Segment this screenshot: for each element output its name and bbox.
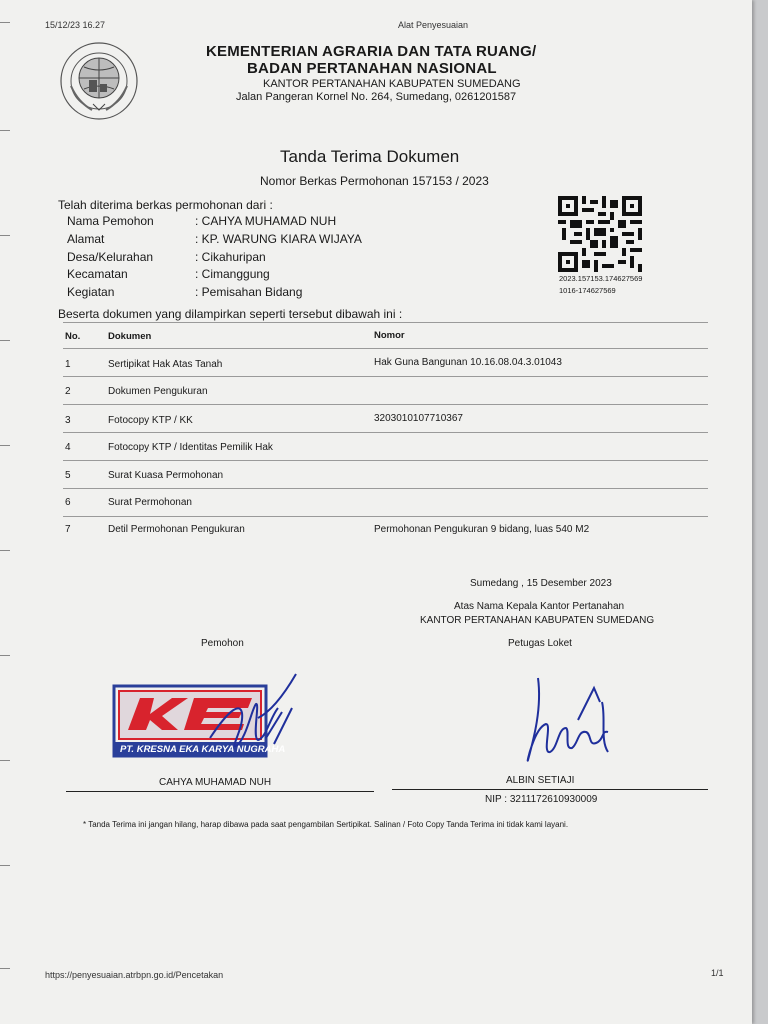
table-rule [63, 322, 708, 323]
field-value-district: : Cimanggung [195, 267, 270, 281]
table-row-no: 6 [65, 497, 71, 508]
print-app-name: Alat Penyesuaian [398, 20, 469, 30]
qr-code-text-1: 2023.157153.174627569 [559, 274, 643, 283]
institution-line2: BADAN PERTANAHAN NASIONAL [247, 60, 497, 77]
signature-on-behalf: Atas Nama Kepala Kantor Pertanahan [454, 601, 625, 612]
table-row-no: 7 [65, 524, 71, 535]
applicant-intro: Telah diterima berkas permohonan dari : [58, 198, 273, 212]
officer-signature-line [392, 789, 708, 790]
table-row-document: Surat Permohonan [108, 497, 192, 508]
table-row-no: 5 [65, 470, 71, 481]
table-row-document: Detil Permohonan Pengukuran [108, 524, 245, 535]
field-value-name: : CAHYA MUHAMAD NUH [195, 214, 337, 228]
table-row-number: Permohonan Pengukuran 9 bidang, luas 540 M2 [374, 524, 590, 535]
field-label-activity: Kegiatan [67, 285, 115, 299]
qr-code-icon [558, 196, 642, 272]
scan-margin-mark [0, 130, 10, 131]
table-row-no: 4 [65, 442, 71, 453]
scan-margin-mark [0, 655, 10, 656]
table-header-number: Nomor [374, 330, 405, 341]
table-row-number: 3203010107710367 [374, 413, 463, 424]
table-row-document: Fotocopy KTP / Identitas Pemilik Hak [108, 442, 273, 453]
scan-margin-mark [0, 22, 10, 23]
office-name: KANTOR PERTANAHAN KABUPATEN SUMEDANG [263, 78, 521, 90]
file-number: Nomor Berkas Permohonan 157153 / 2023 [260, 174, 489, 188]
document-title: Tanda Terima Dokumen [280, 147, 460, 166]
officer-role: Petugas Loket [508, 638, 572, 649]
scan-margin-mark [0, 445, 10, 446]
page-number: 1/1 [711, 968, 724, 978]
table-row-document: Surat Kuasa Permohonan [108, 470, 224, 481]
scan-margin-mark [0, 550, 10, 551]
table-row-document: Sertipikat Hak Atas Tanah [108, 359, 223, 370]
field-label-district: Kecamatan [67, 267, 128, 281]
scan-margin-mark [0, 235, 10, 236]
office-address: Jalan Pangeran Kornel No. 264, Sumedang, 0261201587 [236, 91, 517, 103]
footnote: * Tanda Terima ini jangan hilang, harap dibawa pada saat pengambilan Sertipikat. Salinan / Foto Copy Tanda Terima ini tidak kami layani. [83, 820, 569, 829]
signature-place-date: Sumedang , 15 Desember 2023 [470, 578, 612, 589]
table-row-document: Dokumen Pengukuran [108, 386, 208, 397]
table-rule [63, 488, 708, 489]
applicant-signature-icon [200, 668, 310, 778]
table-row-no: 1 [65, 359, 71, 370]
officer-nip: NIP : 3211172610930009 [485, 794, 598, 805]
table-rule [63, 348, 708, 349]
table-row-no: 3 [65, 415, 71, 426]
scan-margin-mark [0, 865, 10, 866]
field-value-activity: : Pemisahan Bidang [195, 285, 303, 299]
table-rule [63, 460, 708, 461]
table-rule [63, 516, 708, 517]
table-rule [63, 404, 708, 405]
table-row-document: Fotocopy KTP / KK [108, 415, 193, 426]
scan-margin-mark [0, 760, 10, 761]
print-url: https://penyesuaian.atrbpn.go.id/Pencetakan [45, 970, 224, 980]
applicant-name: CAHYA MUHAMAD NUH [159, 777, 272, 788]
applicant-role: Pemohon [201, 638, 244, 649]
table-header-no: No. [65, 331, 81, 342]
bpn-logo-icon [58, 40, 140, 122]
table-header-document: Dokumen [108, 331, 152, 342]
print-datetime: 15/12/23 16.27 [45, 20, 106, 30]
scan-margin-mark [0, 340, 10, 341]
stamp-text: PT. KRESNA EKA KARYA NUGRAHA [120, 744, 286, 755]
applicant-signature-line [66, 791, 374, 792]
table-row-no: 2 [65, 386, 71, 397]
scan-margin-mark [0, 968, 10, 969]
table-rule [63, 432, 708, 433]
field-value-village: : Cikahuripan [195, 250, 266, 264]
field-label-village: Desa/Kelurahan [67, 250, 154, 264]
field-value-address: : KP. WARUNG KIARA WIJAYA [195, 232, 362, 246]
field-label-name: Nama Pemohon [67, 214, 154, 228]
field-label-address: Alamat [67, 232, 105, 246]
qr-code-text-2: 1016-174627569 [559, 286, 616, 295]
signature-office: KANTOR PERTANAHAN KABUPATEN SUMEDANG [420, 615, 655, 626]
documents-intro: Beserta dokumen yang dilampirkan seperti tersebut dibawah ini : [58, 307, 403, 321]
institution-line1: KEMENTERIAN AGRARIA DAN TATA RUANG/ [206, 43, 537, 60]
officer-signature-icon [508, 668, 628, 788]
officer-name: ALBIN SETIAJI [506, 775, 575, 786]
table-rule [63, 376, 708, 377]
table-row-number: Hak Guna Bangunan 10.16.08.04.3.01043 [374, 357, 562, 368]
